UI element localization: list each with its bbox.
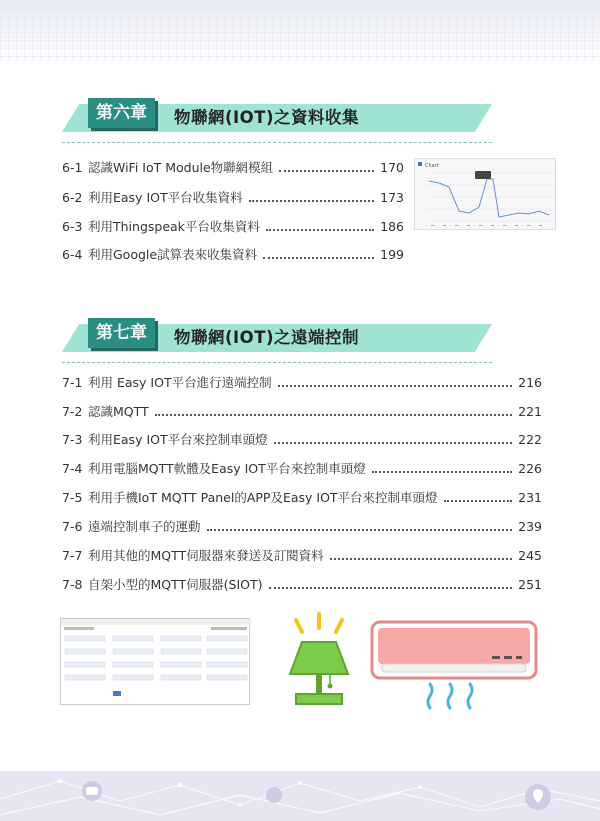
chart-tooltip — [475, 171, 491, 179]
toc-page: 221 — [518, 404, 542, 419]
network-pattern — [0, 771, 600, 821]
toc-page: 251 — [518, 577, 542, 592]
toc-leader — [266, 216, 374, 231]
toc-title: 認識MQTT — [88, 404, 149, 419]
toc-number: 7-4 — [62, 461, 83, 476]
chapter7-divider — [62, 362, 492, 363]
toc-title: 利用手機IoT MQTT Panel的APP及Easy IOT平台來控制車頭燈 — [88, 490, 438, 505]
toc-leader — [274, 429, 513, 444]
toc-page: 231 — [518, 490, 542, 505]
toc-number: 6-1 — [62, 160, 83, 175]
chapter6-label: 第六章 — [88, 98, 155, 128]
toc-title: 自架小型的MQTT伺服器(SIOT) — [88, 577, 263, 592]
lamp-base — [296, 694, 342, 704]
chapter6-header — [62, 98, 492, 138]
toc-title: 利用其他的MQTT伺服器來發送及訂閱資料 — [88, 548, 324, 563]
toc-leader — [249, 187, 375, 202]
chart-legend-text: Chart — [425, 163, 439, 169]
chapter7-header — [62, 318, 492, 358]
chapter6-divider — [62, 142, 492, 143]
toc-number: 7-8 — [62, 577, 83, 592]
toc-leader — [372, 458, 512, 473]
ac-vent — [382, 664, 526, 672]
chart-legend-swatch — [418, 162, 422, 166]
ac-airflow — [448, 684, 452, 708]
chart-thumbnail — [414, 158, 556, 230]
toc-entry[interactable] — [62, 516, 542, 538]
toc-leader — [269, 574, 513, 589]
toc-page: 226 — [518, 461, 542, 476]
toc-entry[interactable] — [62, 458, 542, 480]
lamp-illustration — [274, 612, 364, 712]
chart-line — [429, 179, 549, 217]
toc-page: 216 — [518, 375, 542, 390]
toc-page: 222 — [518, 432, 542, 447]
toc-entry[interactable] — [62, 487, 542, 509]
lamp-shade — [290, 642, 348, 674]
toc-entry[interactable] — [62, 244, 404, 266]
toc-page: 170 — [380, 160, 404, 175]
toc-number: 7-6 — [62, 519, 83, 534]
toc-entry[interactable] — [62, 216, 404, 238]
toc-leader — [278, 372, 513, 387]
air-conditioner-illustration — [368, 618, 540, 710]
toc-number: 7-3 — [62, 432, 83, 447]
toc-page: 173 — [380, 190, 404, 205]
toc-entry[interactable] — [62, 574, 542, 596]
toc-leader — [155, 401, 512, 416]
lamp-pole — [316, 674, 322, 694]
toc-title: 利用Easy IOT平台收集資料 — [88, 190, 243, 205]
toc-leader — [279, 157, 374, 172]
top-decor-band — [0, 0, 600, 60]
toc-entry[interactable] — [62, 157, 404, 179]
toc-page: 199 — [380, 247, 404, 262]
toc-page: 239 — [518, 519, 542, 534]
toc-number: 7-1 — [62, 375, 83, 390]
toc-page: 245 — [518, 548, 542, 563]
toc-leader — [444, 487, 513, 502]
ac-airflow — [428, 684, 432, 708]
mail-icon — [266, 787, 282, 803]
chapter7-label: 第七章 — [88, 318, 155, 348]
mqtt-form-svg — [61, 619, 251, 706]
chart-thumbnail-svg — [415, 159, 557, 231]
chat-icon-bubble — [86, 787, 98, 795]
lamp-ray — [336, 620, 342, 632]
toc-number: 6-4 — [62, 247, 83, 262]
toc-number: 7-7 — [62, 548, 83, 563]
toc-title: 認識WiFi IoT Module物聯網模組 — [88, 160, 274, 175]
toc-title: 利用電腦MQTT軟體及Easy IOT平台來控制車頭燈 — [88, 461, 366, 476]
mqtt-settings-thumbnail — [60, 618, 250, 705]
toc-number: 7-2 — [62, 404, 83, 419]
toc-entry[interactable] — [62, 187, 404, 209]
bottom-decor-band — [0, 771, 600, 821]
chapter6-title: 物聯網(IOT)之資料收集 — [174, 108, 360, 127]
toc-entry[interactable] — [62, 429, 542, 451]
ac-airflow — [468, 684, 472, 708]
toc-leader — [263, 244, 374, 259]
toc-entry[interactable] — [62, 372, 542, 394]
toc-title: 利用 Easy IOT平台進行遠端控制 — [88, 375, 272, 390]
toc-page: 186 — [380, 219, 404, 234]
toc-entry[interactable] — [62, 545, 542, 567]
lamp-ray — [296, 620, 302, 632]
toc-entry[interactable] — [62, 401, 542, 423]
toc-number: 7-5 — [62, 490, 83, 505]
toc-leader — [207, 516, 513, 531]
toc-number: 6-3 — [62, 219, 83, 234]
toc-number: 6-2 — [62, 190, 83, 205]
toc-title: 利用Thingspeak平台收集資料 — [88, 219, 260, 234]
toc-leader — [330, 545, 512, 560]
toc-title: 利用Easy IOT平台來控制車頭燈 — [88, 432, 268, 447]
toc-title: 遠端控制車子的運動 — [88, 519, 201, 534]
toc-title: 利用Google試算表來收集資料 — [88, 247, 258, 262]
chapter7-title: 物聯網(IOT)之遠端控制 — [174, 328, 360, 347]
